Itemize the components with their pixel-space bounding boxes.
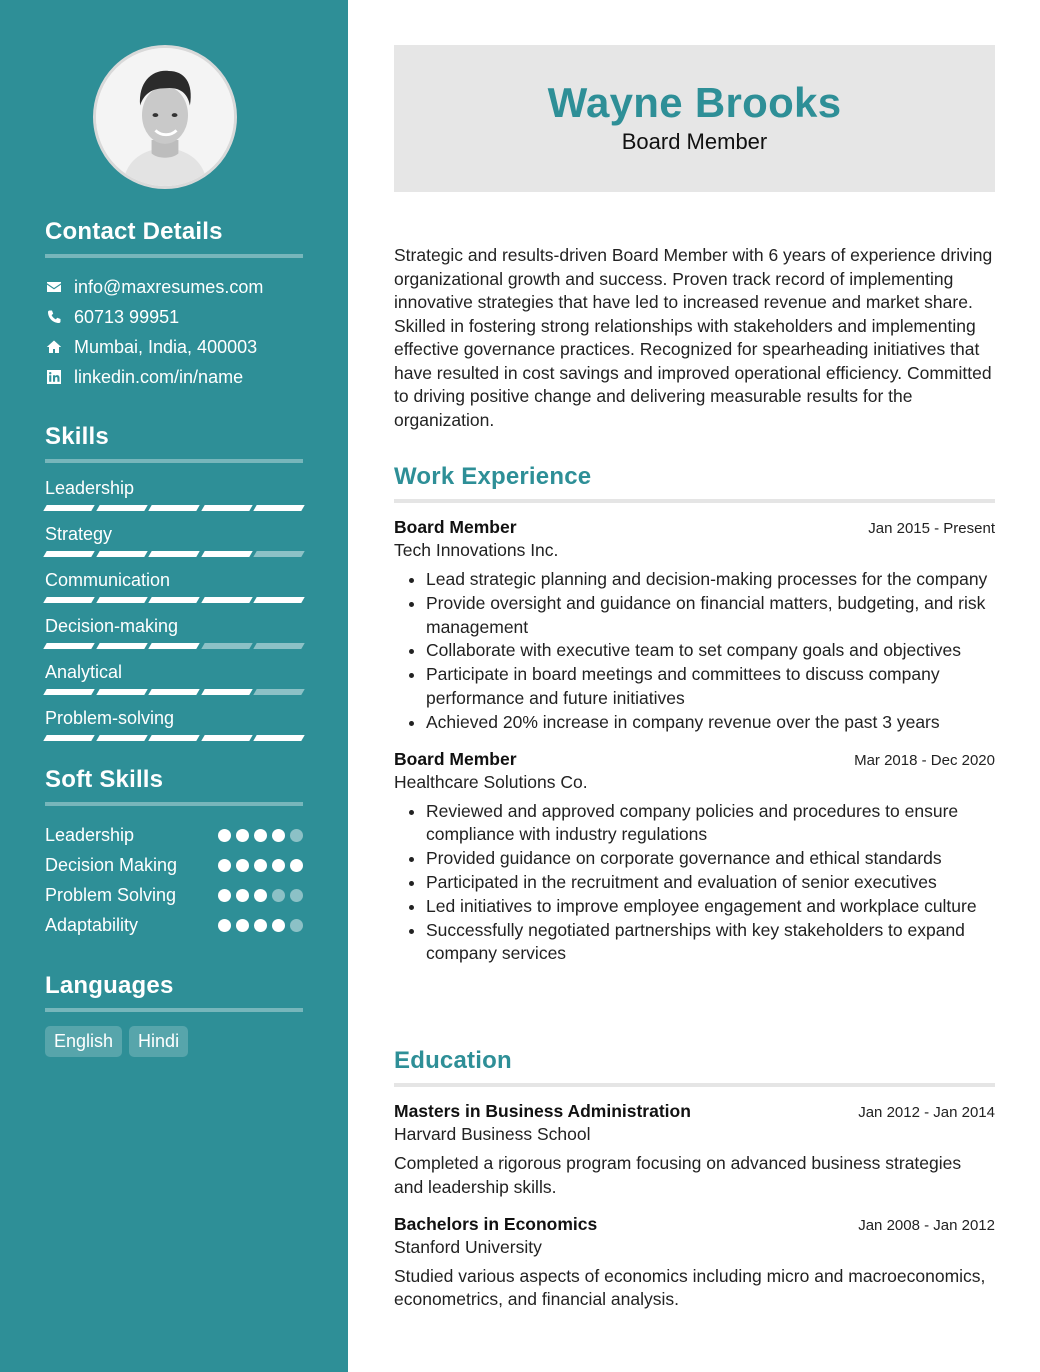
skill-item [45, 477, 303, 511]
job-bullet: • Successfully negotiated partnerships with key stakeholders to expand company services [426, 919, 995, 967]
skill-level-segment [148, 551, 199, 557]
sidebar [0, 0, 348, 1372]
contact-phone[interactable] [45, 302, 303, 332]
home-icon [45, 338, 63, 356]
rating-dot [290, 889, 303, 902]
skill-level-segment [201, 505, 252, 511]
skill-name: Analytical [45, 662, 123, 682]
skill-level-segment [201, 643, 252, 649]
rating-dot [218, 829, 231, 842]
skill-level-segment [148, 643, 199, 649]
soft-skill-name: Adaptability [45, 914, 139, 935]
soft-skill-item [45, 820, 303, 850]
avatar [93, 45, 237, 189]
skill-level-segment [148, 505, 199, 511]
education-entry [394, 1101, 995, 1200]
contact-section [45, 218, 303, 392]
soft-skills-list [45, 820, 303, 940]
skill-level-segment [43, 643, 94, 649]
skill-level-segment [96, 597, 147, 603]
skill-level-bar [45, 689, 303, 695]
work-entry [394, 749, 995, 967]
rating-dot [218, 919, 231, 932]
school-name: Stanford University [394, 1236, 542, 1257]
job-bullet: • Achieved 20% increase in company revenue over the past 3 years [426, 711, 995, 735]
rating-dot [236, 859, 249, 872]
skill-level-segment [148, 735, 199, 741]
work-experience-section [394, 463, 995, 966]
skill-level-bar [45, 643, 303, 649]
skill-level-segment [254, 505, 305, 511]
skill-name: Problem-solving [45, 708, 175, 728]
skill-name: Decision-making [45, 616, 179, 636]
skill-level-segment [43, 735, 94, 741]
soft-skill-name: Problem Solving [45, 884, 177, 905]
skill-level-bar [45, 505, 303, 511]
job-date: Jan 2015 - Present [868, 520, 995, 537]
rating-dot [254, 889, 267, 902]
candidate-name: Wayne Brooks [547, 79, 842, 126]
language-chip: Hindi [129, 1026, 188, 1057]
rating-dot [236, 919, 249, 932]
rating-dot [272, 889, 285, 902]
contact-linkedin-text: linkedin.com/in/name [74, 366, 244, 387]
rating-dot [290, 919, 303, 932]
entry-header [394, 749, 995, 770]
soft-skill-rating [218, 859, 303, 872]
work-list [394, 517, 995, 966]
contact-linkedin[interactable] [45, 362, 303, 392]
soft-skill-rating [218, 919, 303, 932]
skill-item [45, 569, 303, 603]
skill-level-segment [254, 735, 305, 741]
soft-skill-item [45, 880, 303, 910]
contact-phone-text: 60713 99951 [74, 306, 180, 327]
rating-dot [218, 859, 231, 872]
entry-header [394, 517, 995, 538]
skill-name: Communication [45, 570, 171, 590]
work-entry [394, 517, 995, 735]
rating-dot [254, 829, 267, 842]
degree-title: Masters in Business Administration [394, 1101, 691, 1121]
rating-dot [236, 889, 249, 902]
education-entry [394, 1214, 995, 1313]
skill-level-segment [96, 551, 147, 557]
contact-address [45, 332, 303, 362]
soft-skill-rating [218, 829, 303, 842]
skill-level-bar [45, 551, 303, 557]
soft-skills-section [45, 766, 303, 940]
education-title: Education [394, 1047, 995, 1087]
company-name: Tech Innovations Inc. [394, 540, 559, 560]
rating-dot [236, 829, 249, 842]
degree-date: Jan 2008 - Jan 2012 [858, 1216, 995, 1234]
skill-name: Strategy [45, 524, 113, 544]
email-icon [45, 278, 63, 296]
soft-skill-item [45, 910, 303, 940]
rating-dot [290, 859, 303, 872]
work-experience-title: Work Experience [394, 463, 995, 503]
skill-level-segment [148, 689, 199, 695]
linkedin-icon [45, 368, 63, 386]
job-bullets [394, 800, 995, 967]
skill-level-segment [254, 597, 305, 603]
skill-level-segment [201, 551, 252, 557]
skill-item [45, 707, 303, 741]
phone-icon [45, 308, 63, 326]
job-bullet: • Reviewed and approved company policies and procedures to ensure compliance with industry regulations [426, 800, 995, 848]
degree-description: Studied various aspects of economics including micro and macroeconomics, econometrics, and financial analysis. [394, 1265, 986, 1310]
languages-title: Languages [45, 972, 303, 1012]
skill-level-segment [43, 689, 94, 695]
skill-level-segment [201, 735, 252, 741]
contact-email-text: info@maxresumes.com [74, 276, 264, 297]
rating-dot [254, 859, 267, 872]
skill-item [45, 615, 303, 649]
skills-section [45, 423, 303, 741]
entry-header [394, 1101, 995, 1122]
job-bullet: • Participated in the recruitment and evaluation of senior executives [426, 871, 995, 895]
skill-item [45, 661, 303, 695]
job-bullet: • Led initiatives to improve employee engagement and workplace culture [426, 895, 995, 919]
rating-dot [290, 829, 303, 842]
skill-level-segment [254, 643, 305, 649]
soft-skill-name: Decision Making [45, 854, 178, 875]
summary: Strategic and results-driven Board Member with 6 years of experience driving organizational growth and success. Proven track record of implementing innovative strategies that have led to increased revenue and market share. Skilled in fostering strong relationships with stakeholders and implementing effective governance practices. Recognized for spearheading initiatives that have resulted in cost savings and improved operational efficiency. Committed to driving positive change and delivering measurable results for the organization. [394, 245, 993, 430]
rating-dot [272, 859, 285, 872]
skill-level-segment [43, 597, 94, 603]
degree-date: Jan 2012 - Jan 2014 [858, 1104, 995, 1121]
languages-list [45, 1026, 303, 1057]
contact-email[interactable] [45, 272, 303, 302]
rating-dot [272, 829, 285, 842]
header [394, 45, 995, 192]
job-bullet: • Participate in board meetings and committees to discuss company performance and future initiatives [426, 663, 995, 711]
skill-item [45, 523, 303, 557]
job-bullet: • Provide oversight and guidance on financial matters, budgeting, and risk management [426, 592, 995, 640]
contact-address-text: Mumbai, India, 400003 [74, 336, 258, 357]
degree-title: Bachelors in Economics [394, 1213, 598, 1234]
job-bullets [394, 568, 995, 735]
job-title: Board Member [394, 748, 517, 769]
entry-header [394, 1214, 995, 1235]
contact-title: Contact Details [45, 218, 303, 258]
job-bullet: • Lead strategic planning and decision-making processes for the company [426, 568, 995, 592]
languages-section [45, 972, 303, 1057]
soft-skills-title: Soft Skills [45, 766, 303, 806]
rating-dot [218, 889, 231, 902]
soft-skill-rating [218, 889, 303, 902]
education-section [394, 1047, 995, 1312]
skill-level-segment [96, 689, 147, 695]
rating-dot [254, 919, 267, 932]
soft-skill-item [45, 850, 303, 880]
skill-level-segment [96, 643, 147, 649]
profile-photo [96, 48, 234, 186]
language-chip: English [45, 1026, 122, 1057]
skill-level-segment [96, 505, 147, 511]
skill-level-bar [45, 735, 303, 741]
skill-level-segment [201, 597, 252, 603]
skill-level-segment [148, 597, 199, 603]
skill-level-segment [254, 551, 305, 557]
skill-level-segment [43, 505, 94, 511]
education-list [394, 1101, 995, 1312]
skills-title: Skills [45, 423, 303, 463]
rating-dot [272, 919, 285, 932]
job-bullet: • Provided guidance on corporate governance and ethical standards [426, 847, 995, 871]
candidate-role: Board Member [621, 129, 768, 154]
job-date: Mar 2018 - Dec 2020 [854, 751, 995, 769]
skills-list [45, 477, 303, 741]
job-title: Board Member [394, 517, 517, 537]
skill-level-segment [96, 735, 147, 741]
company-name: Healthcare Solutions Co. [394, 771, 588, 792]
job-bullet: • Collaborate with executive team to set company goals and objectives [426, 639, 995, 663]
soft-skill-name: Leadership [45, 824, 135, 845]
school-name: Harvard Business School [394, 1124, 591, 1144]
skill-level-segment [201, 689, 252, 695]
skill-name: Leadership [45, 478, 135, 498]
skill-level-segment [254, 689, 305, 695]
skill-level-segment [43, 551, 94, 557]
degree-description: Completed a rigorous program focusing on advanced business strategies and leadership skills. [394, 1153, 962, 1197]
skill-level-bar [45, 597, 303, 603]
